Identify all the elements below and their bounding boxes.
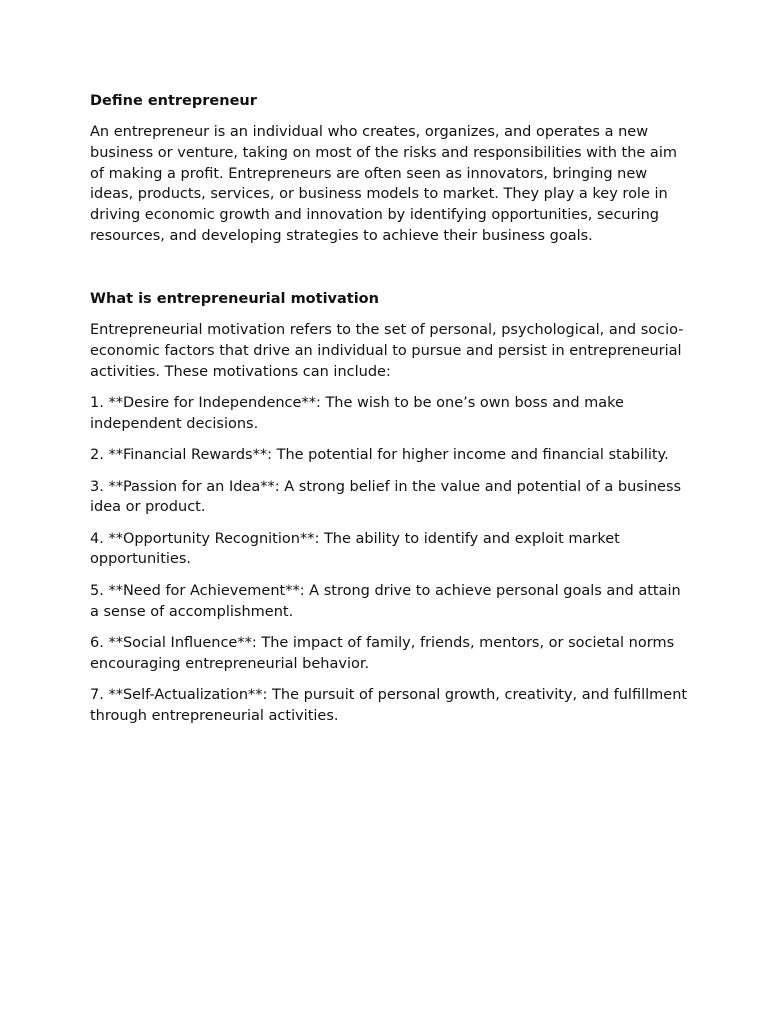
- section-heading-entrepreneurial-motivation: What is entrepreneurial motivation: [90, 291, 379, 308]
- motivation-intro-paragraph: Entrepreneurial motivation refers to the set of personal, psychological, and socio-economic factors that drive an individual to pursue and persist in entrepreneurial activities. These motivations can include:: [90, 322, 684, 380]
- list-item: 6. **Social Influence**: The impact of family, friends, mentors, or societal norms encouraging entrepreneurial behavior.: [90, 634, 675, 672]
- definition-paragraph: An entrepreneur is an individual who creates, organizes, and operates a new business or venture, taking on most of the risks and responsibilities with the aim of making a profit. Entrepreneurs are often seen as innovators, bringing new ideas, products, services, or business models to market. They play a key role in driving economic growth and innovation by identifying opportunities, securing resources, and developing strategies to achieve their business goals.: [90, 124, 677, 244]
- list-item: 1. **Desire for Independence**: The wish to be one’s own boss and make independent decisions.: [90, 395, 624, 432]
- list-item: 4. **Opportunity Recognition**: The ability to identify and exploit market opportunities.: [90, 530, 620, 568]
- list-item: 3. **Passion for an Idea**: A strong belief in the value and potential of a business idea or product.: [90, 478, 682, 516]
- section-spacer: [90, 257, 690, 289]
- list-item: 5. **Need for Achievement**: A strong drive to achieve personal goals and attain a sense of accomplishment.: [90, 582, 681, 620]
- list-item: 2. **Financial Rewards**: The potential for higher income and financial stability.: [90, 447, 669, 464]
- list-item: 7. **Self-Actualization**: The pursuit of personal growth, creativity, and fulfillment through entrepreneurial activities.: [90, 686, 688, 724]
- document-page: [90, 91, 690, 737]
- motivation-list: [90, 393, 690, 726]
- section-heading-define-entrepreneur: Define entrepreneur: [90, 93, 257, 109]
